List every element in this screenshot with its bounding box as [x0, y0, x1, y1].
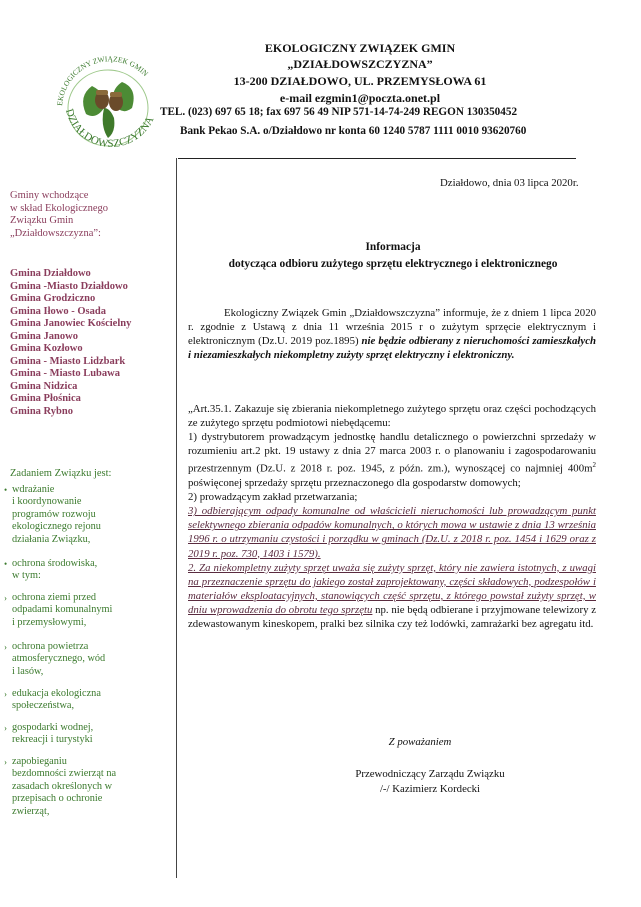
gmina-item: Gmina - Miasto Lubawa	[10, 368, 120, 379]
greeting: Z poważaniem	[388, 736, 452, 748]
article-intro: „Art.35.1. Zakazuje się zbierania niekompletnego zużytego sprzętu oraz części pochodzących ze zużytego sprzętu podmiotowi niebędącemu:	[188, 403, 596, 430]
bullet-icon: ›	[4, 757, 7, 767]
gmina-item: Gmina Janowo	[10, 330, 78, 342]
gmina-item: Gmina Kozłowo	[10, 343, 83, 354]
bullet-icon: ›	[4, 642, 7, 652]
logo-text-bottom: DZIAŁDOWSZCZYZNA	[62, 107, 157, 151]
gminy-list	[10, 268, 170, 418]
gmina-item: Gmina Iłowo - Osada	[10, 305, 106, 317]
aim-item: › zapobieganiu bezdomności zwierząt na zasadach określonych w przepisach o ochronie zwierząt,	[4, 756, 117, 817]
org-phone: TEL. (023) 697 65 18; fax 697 56 49 NIP 571-14-74-249 REGON 130350452	[160, 106, 518, 118]
org-name-line2: „DZIAŁDOWSZCZYZNA”	[287, 57, 433, 71]
article-point-2: 2) prowadzącym zakład przetwarzania;	[188, 491, 358, 504]
intro-emphasis: nie będzie odbierany z nieruchomości zamieszkałych i niezamieszkałych niekompletny zużyty sprzęt elektryczny i elektroniczny.	[188, 335, 596, 362]
gmina-item: Gmina Janowiec Kościelny	[10, 318, 132, 329]
aim-item: • ochrona środowiska, w tym:	[4, 558, 98, 582]
aim-item: › edukacja ekologiczna społeczeństwa,	[4, 688, 101, 712]
header-rule	[178, 158, 576, 159]
org-bank: Bank Pekao S.A. o/Działdowo nr konta 60 1240 5787 1111 0010 93620760	[180, 125, 527, 137]
article-point-4: 2. Za niekompletny zużyty sprzęt uważa się zużyty sprzęt, który nie zawiera istotnych, z uwagi na przeznaczenie sprzętu do jakiego został zaprojektowany, części składowych, podzespołów i materiałów eksploatacyjnych, stanowiących część sprzętu, z którego powstał zużyty sprzęt, w dniu wprowadzenia do obrotu tego sprzętu np. nie będą odbierane i przyjmowane telewizory z zdewastowanym kineskopem, pralki bez silnika czy też lodówki, zamrażarki bez agregatu itd.	[188, 561, 596, 630]
gmina-item: Gmina Rybno	[10, 405, 73, 417]
letter-subtitle: dotycząca odbioru zużytego sprzętu elektrycznego i elektronicznego	[228, 258, 558, 270]
org-name-line1: EKOLOGICZNY ZWIĄZEK GMIN	[264, 41, 456, 55]
org-address: 13-200 DZIAŁDOWO, UL. PRZEMYSŁOWA 61	[233, 74, 487, 88]
aim-item: › ochrona ziemi przed odpadami komunalnymi i przemysłowymi,	[4, 592, 113, 628]
gmina-item: Gmina - Miasto Lidzbark	[10, 355, 126, 367]
gmina-item: Gmina -Miasto Działdowo	[10, 280, 128, 292]
aim-item: • wdrażanie i koordynowanie programów rozwoju ekologicznego rejonu działania Związku,	[4, 484, 101, 545]
aim-item: › gospodarki wodnej, rekreacji i turystyki	[4, 722, 94, 746]
article-point-3: 3) odbierającym odpady komunalne od właścicieli nieruchomości lub prowadzącym punkt selektywnego zbierania odpadów komunalnych, o których mowa w ustawie z dnia 13 września 1996 r. o utrzymaniu czystości i porządku w gminach (Dz.U. z 2018 r. poz. 1454 i 1629 oraz z 2019 r. poz. 730, 1403 i 1579).	[188, 505, 596, 560]
aim-item: › ochrona powietrza atmosferycznego, wód i lasów,	[4, 641, 106, 677]
aims-title: Zadaniem Związku jest:	[10, 468, 112, 479]
gmina-item: Gmina Nidzica	[10, 380, 78, 392]
sidebar-divider	[176, 158, 177, 878]
letter-date: Działdowo, dnia 03 lipca 2020r.	[440, 177, 579, 189]
bullet-icon: •	[4, 559, 8, 569]
article-point-1: 1) dystrybutorem prowadzącym jednostkę handlu detalicznego o powierzchni sprzedaży w rozumieniu art.2 pkt. 19 ustawy z dnia 27 marca 2003 r. o planowaniu i zagospodarowaniu przestrzennym (Dz.U. z 2018 r. poz. 1945, z późn. zm.), wynoszącej co najmniej $400m^2$ poświęconej sprzedaży sprzętu przeznaczonego dla gospodarstw domowych;	[188, 431, 596, 490]
bullet-icon: ›	[4, 689, 7, 699]
bullet-icon: ›	[4, 723, 7, 733]
gmina-item: Gmina Grodziczno	[10, 293, 96, 304]
intro-paragraph: Ekologiczny Związek Gmin „Działdowszczyzna” informuje, że z dniem 1 lipca 2020 r. zgodnie z Ustawą z dnia 11 września 2015 r o zużytym sprzęcie elektrycznym i elektronicznym (Dz.U. 2019 poz.1895) nie będzie odbierany z nieruchomości zamieszkałych i niezamieszkałych niekompletny zużyty sprzęt elektryczny i elektroniczny.	[188, 307, 596, 362]
letter-title: Informacja	[365, 241, 421, 253]
signature-name: /-/ Kazimierz Kordecki	[379, 783, 481, 795]
signature-role: Przewodniczący Zarządu Związku	[355, 768, 505, 780]
org-email: e-mail ezgmin1@poczta.onet.pl	[279, 91, 441, 105]
gmina-item: Gmina Działdowo	[10, 268, 91, 279]
article-text	[188, 402, 596, 631]
gmina-item: Gmina Płośnica	[10, 393, 81, 404]
bullet-icon: ›	[4, 593, 7, 603]
logo-text-top: EKOLOGICZNY ZWIĄZEK GMIN	[54, 54, 151, 107]
members-intro: Gminy wchodzące w skład Ekologicznego Związku Gmin „Działdowszczyzna”:	[10, 190, 108, 239]
bullet-icon: •	[4, 485, 8, 495]
